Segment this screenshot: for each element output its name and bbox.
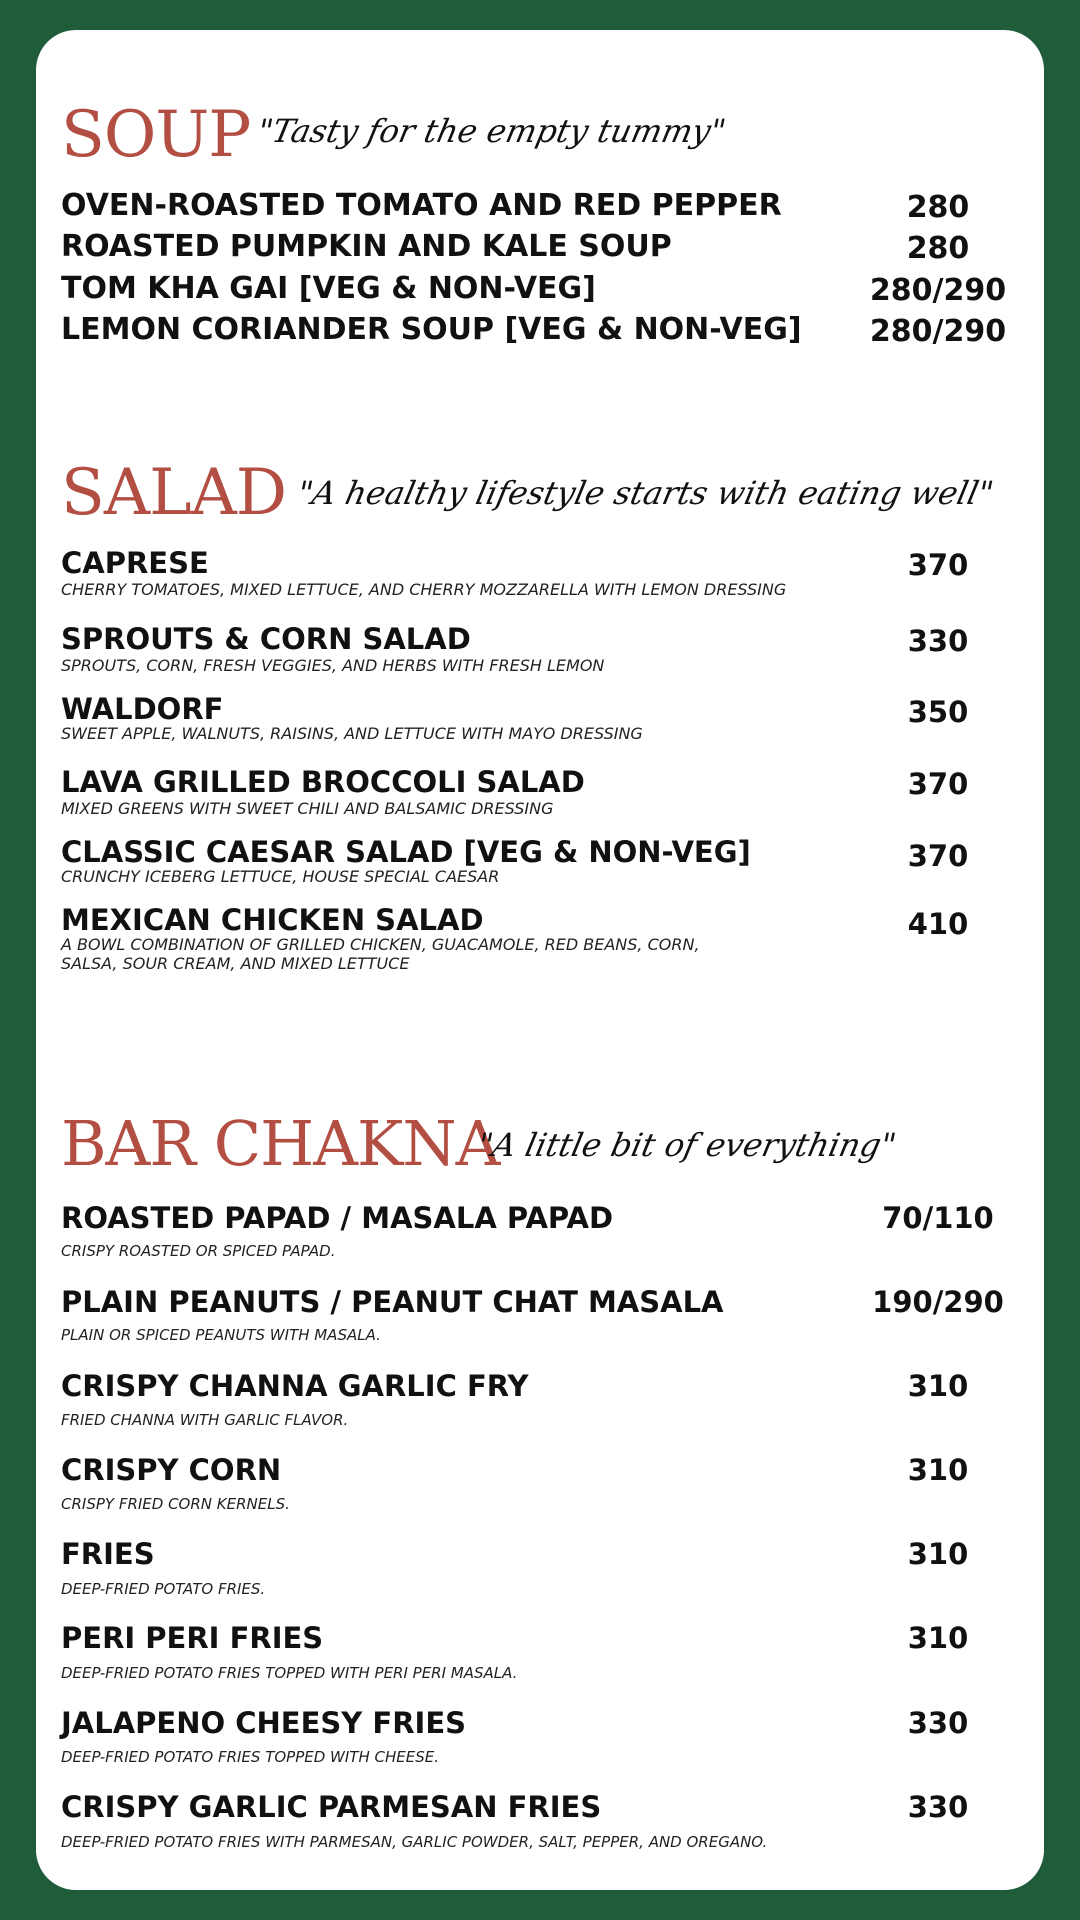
section-tagline-salad: "A healthy lifestyle starts with eating well" <box>293 474 997 512</box>
salad-item-name: MEXICAN CHICKEN SALAD <box>61 903 484 937</box>
salad-item-description: SALSA, SOUR CREAM, AND MIXED LETTUCE <box>61 954 410 973</box>
salad-item-name: CAPRESE <box>61 546 209 580</box>
salad-item-price: 330 <box>907 624 969 658</box>
chakna-item-description: PLAIN OR SPICED PEANUTS WITH MASALA. <box>61 1326 381 1344</box>
chakna-item-name: PLAIN PEANUTS / PEANUT CHAT MASALA <box>61 1285 724 1319</box>
chakna-item-description: DEEP-FRIED POTATO FRIES. <box>61 1580 266 1598</box>
section-tagline-bar-chakna: "A little bit of everything" <box>473 1126 900 1164</box>
salad-item-description: SWEET APPLE, WALNUTS, RAISINS, AND LETTUCE WITH MAYO DRESSING <box>61 724 643 743</box>
soup-item-name: OVEN-ROASTED TOMATO AND RED PEPPER <box>61 188 782 223</box>
chakna-item-price: 330 <box>907 1790 969 1824</box>
chakna-item-name: JALAPENO CHEESY FRIES <box>61 1706 467 1740</box>
section-title-soup: SOUP <box>61 98 251 172</box>
salad-item-description: MIXED GREENS WITH SWEET CHILI AND BALSAMIC DRESSING <box>61 799 554 818</box>
section-title-salad: SALAD <box>61 456 287 530</box>
soup-item-name: LEMON CORIANDER SOUP [VEG & NON-VEG] <box>61 312 802 347</box>
soup-item-price: 280 <box>906 190 970 225</box>
salad-item-name: CLASSIC CAESAR SALAD [VEG & NON-VEG] <box>61 835 751 869</box>
salad-item-price: 370 <box>907 839 969 873</box>
chakna-item-name: ROASTED PAPAD / MASALA PAPAD <box>61 1201 614 1235</box>
section-tagline-soup: "Tasty for the empty tummy" <box>253 112 730 150</box>
salad-item-name: SPROUTS & CORN SALAD <box>61 622 471 656</box>
soup-item-name: ROASTED PUMPKIN AND KALE SOUP <box>61 229 672 264</box>
soup-item-price: 280/290 <box>869 314 1007 349</box>
chakna-item-name: CRISPY CHANNA GARLIC FRY <box>61 1369 529 1403</box>
chakna-item-name: CRISPY GARLIC PARMESAN FRIES <box>61 1790 602 1824</box>
salad-item-name: WALDORF <box>61 692 224 726</box>
chakna-item-name: CRISPY CORN <box>61 1453 282 1487</box>
salad-item-description: SPROUTS, CORN, FRESH VEGGIES, AND HERBS WITH FRESH LEMON <box>61 656 605 675</box>
chakna-item-description: DEEP-FRIED POTATO FRIES WITH PARMESAN, GARLIC POWDER, SALT, PEPPER, AND OREGANO. <box>61 1833 768 1851</box>
chakna-item-description: DEEP-FRIED POTATO FRIES TOPPED WITH PERI PERI MASALA. <box>61 1664 518 1682</box>
soup-item-price: 280 <box>906 231 970 266</box>
salad-item-description: CRUNCHY ICEBERG LETTUCE, HOUSE SPECIAL CAESAR <box>61 867 500 886</box>
salad-item-price: 370 <box>907 767 969 801</box>
chakna-item-price: 190/290 <box>872 1285 1004 1319</box>
chakna-item-price: 310 <box>907 1369 969 1403</box>
chakna-item-price: 310 <box>907 1453 969 1487</box>
soup-item-price: 280/290 <box>869 273 1007 308</box>
salad-item-name: LAVA GRILLED BROCCOLI SALAD <box>61 765 585 799</box>
soup-item-name: TOM KHA GAI [VEG & NON-VEG] <box>61 271 596 306</box>
section-title-bar-chakna: BAR CHAKNA <box>61 1107 500 1180</box>
salad-item-description: CHERRY TOMATOES, MIXED LETTUCE, AND CHERRY MOZZARELLA WITH LEMON DRESSING <box>61 580 787 599</box>
chakna-item-name: FRIES <box>61 1537 155 1571</box>
salad-item-price: 410 <box>907 907 969 941</box>
chakna-item-name: PERI PERI FRIES <box>61 1621 324 1655</box>
chakna-item-price: 70/110 <box>882 1201 994 1235</box>
chakna-item-description: FRIED CHANNA WITH GARLIC FLAVOR. <box>61 1411 349 1429</box>
salad-item-price: 370 <box>907 548 969 582</box>
chakna-item-price: 310 <box>907 1621 969 1655</box>
salad-item-description: A BOWL COMBINATION OF GRILLED CHICKEN, GUACAMOLE, RED BEANS, CORN, <box>61 935 700 954</box>
chakna-item-description: CRISPY ROASTED OR SPICED PAPAD. <box>61 1242 336 1260</box>
salad-item-price: 350 <box>907 695 969 729</box>
chakna-item-price: 330 <box>907 1706 969 1740</box>
chakna-item-description: CRISPY FRIED CORN KERNELS. <box>61 1495 290 1513</box>
chakna-item-description: DEEP-FRIED POTATO FRIES TOPPED WITH CHEESE. <box>61 1748 439 1766</box>
chakna-item-price: 310 <box>907 1537 969 1571</box>
